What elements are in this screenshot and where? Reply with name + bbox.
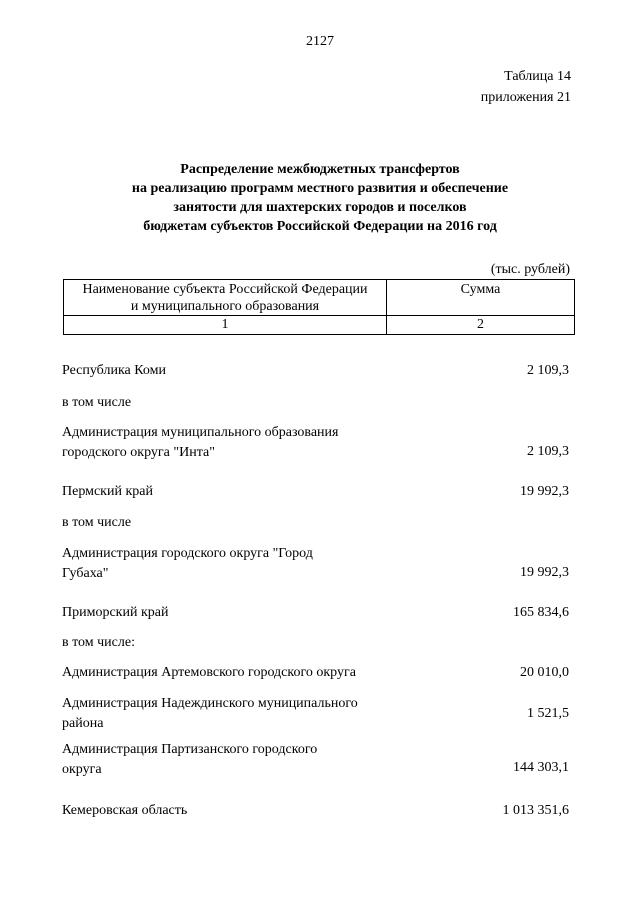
- row-name: [62, 513, 392, 533]
- row-name-line: района: [62, 716, 104, 731]
- table-row: [62, 482, 569, 502]
- table-row: [62, 423, 569, 463]
- document-title: [60, 160, 580, 236]
- row-name: [62, 393, 392, 413]
- table-header: [63, 279, 575, 335]
- page-number: 2127: [306, 34, 334, 49]
- row-name: [62, 740, 402, 780]
- column-header-name: [64, 280, 387, 316]
- row-amount: 20 010,0: [520, 665, 569, 680]
- column-header-name-line: Наименование субъекта Российской Федерации: [82, 281, 368, 297]
- title-line: на реализацию программ местного развития и обеспечение: [131, 181, 509, 196]
- row-amount: 1 521,5: [527, 706, 569, 721]
- column-number-1: 1: [64, 316, 387, 335]
- table-row: [62, 393, 569, 413]
- table-row: [62, 663, 569, 683]
- row-name-line: Администрация Партизанского городского: [62, 742, 318, 757]
- title-line: занятости для шахтерских городов и поселков: [173, 200, 467, 215]
- column-header-amount: Сумма: [387, 280, 575, 316]
- row-name-line: Кемеровская область: [62, 803, 188, 818]
- table-row: [62, 361, 569, 381]
- row-name-line: в том числе:: [62, 635, 135, 650]
- table-row: [62, 801, 569, 821]
- table-row: [62, 633, 569, 653]
- table-row: [62, 603, 569, 623]
- row-amount: 1 013 351,6: [502, 803, 569, 818]
- row-name: [62, 694, 402, 734]
- column-number-2: 2: [387, 316, 575, 335]
- table-row: [62, 740, 569, 780]
- row-name: [62, 482, 392, 502]
- row-name-line: Губаха": [62, 566, 109, 581]
- row-name-line: округа: [62, 762, 102, 777]
- row-amount: 2 109,3: [527, 444, 569, 459]
- table-row: [62, 694, 569, 734]
- row-name-line: в том числе: [62, 395, 132, 410]
- row-name-line: городского округа "Инта": [62, 445, 215, 460]
- table-reference: [481, 66, 571, 108]
- row-name: [62, 663, 422, 683]
- table-number: Таблица 14: [504, 69, 571, 84]
- row-amount: 144 303,1: [513, 760, 569, 775]
- column-header-name-line: и муниципального образования: [130, 298, 320, 314]
- row-name-line: Пермский край: [62, 484, 153, 499]
- row-name-line: Администрация муниципального образования: [62, 425, 339, 440]
- row-name: [62, 423, 402, 463]
- title-line: Распределение межбюджетных трансфертов: [180, 162, 460, 177]
- table-row: [62, 513, 569, 533]
- row-name: [62, 544, 402, 584]
- title-line: бюджетам субъектов Российской Федерации на 2016 год: [143, 219, 497, 234]
- row-name-line: в том числе: [62, 515, 132, 530]
- table-row: [62, 544, 569, 584]
- row-name: [62, 633, 392, 653]
- row-amount: 165 834,6: [513, 605, 569, 620]
- row-name: [62, 603, 392, 623]
- row-name: [62, 361, 392, 381]
- row-amount: 19 992,3: [520, 484, 569, 499]
- row-amount: 2 109,3: [527, 363, 569, 378]
- row-name-line: Администрация городского округа "Город: [62, 546, 313, 561]
- row-name-line: Администрация Надеждинского муниципального: [62, 696, 358, 711]
- row-name-line: Приморский край: [62, 605, 169, 620]
- row-name-line: Республика Коми: [62, 363, 166, 378]
- row-name-line: Администрация Артемовского городского округа: [62, 665, 356, 680]
- units-note: (тыс. рублей): [490, 262, 570, 277]
- row-name: [62, 801, 392, 821]
- appendix-number: приложения 21: [480, 90, 571, 105]
- row-amount: 19 992,3: [520, 565, 569, 580]
